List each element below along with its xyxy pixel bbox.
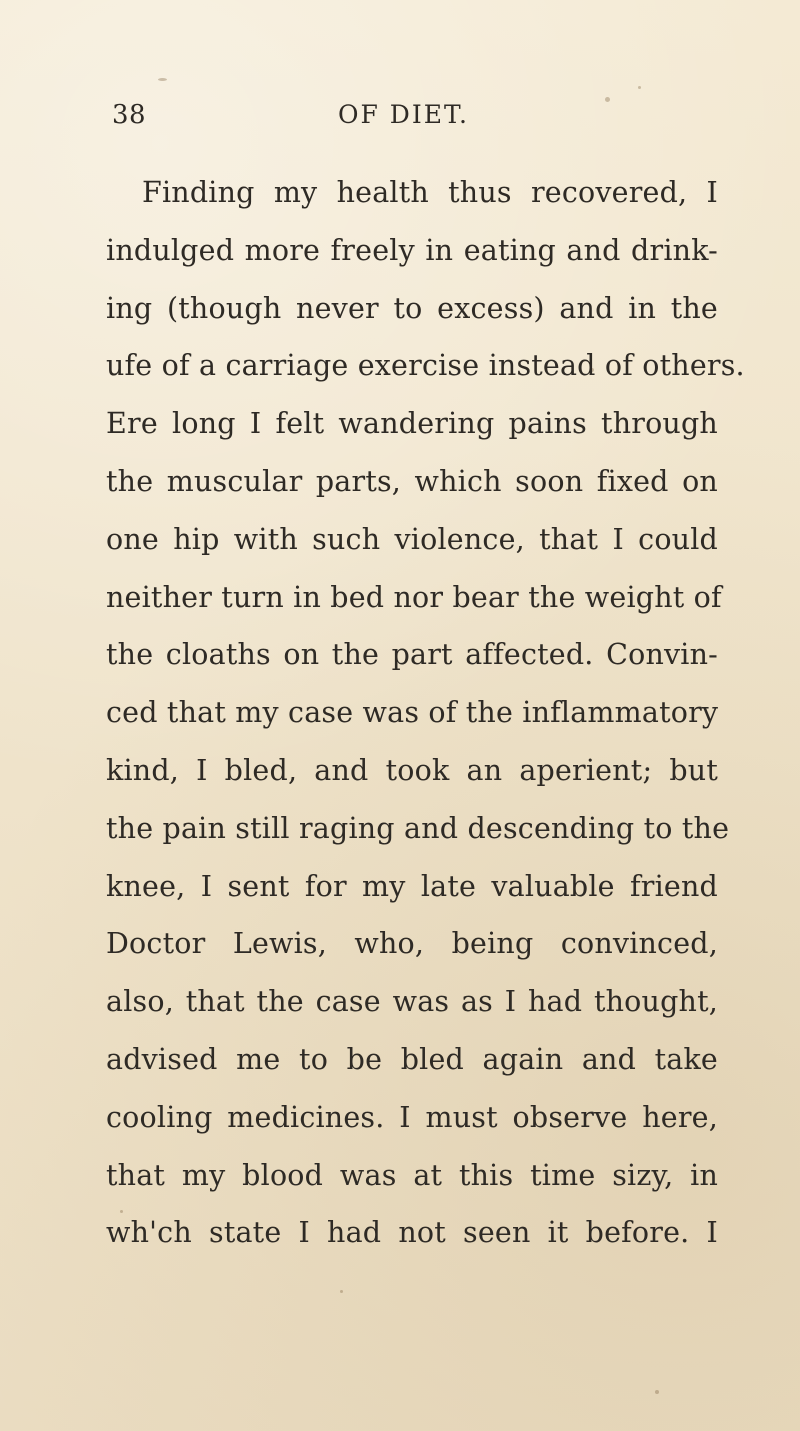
paper-speck: [340, 1290, 343, 1293]
paper-speck: [655, 1390, 659, 1394]
text-line: ing (though never to excess) and in the: [106, 291, 718, 325]
text-line: kind, I bled, and took an aperient; but: [106, 753, 718, 787]
paper-speck: [638, 86, 641, 89]
text-line: that my blood was at this time sizy, in: [106, 1158, 718, 1192]
page-number: 38: [112, 100, 147, 130]
text-line: the cloaths on the part affected. Convin-: [106, 638, 718, 672]
text-line: cooling medicines. I must observe here,: [106, 1100, 718, 1134]
text-line: Doctor Lewis, who, being convinced,: [106, 927, 718, 961]
paper-speck: [158, 78, 167, 81]
text-line: Ere long I felt wandering pains through: [106, 407, 718, 441]
text-line: Finding my health thus recovered, I: [142, 176, 718, 209]
text-line: neither turn in bed nor bear the weight of: [106, 580, 722, 614]
text-line: ced that my case was of the inflammatory: [106, 696, 719, 730]
text-line: the pain still raging and descending to the: [106, 811, 730, 845]
text-line: indulged more freely in eating and drink-: [106, 233, 718, 267]
text-line: ufe of a carriage exercise instead of others.: [106, 349, 745, 383]
text-line: one hip with such violence, that I could: [106, 522, 718, 556]
body-text: [106, 164, 745, 1262]
text-line: also, that the case was as I had thought,: [106, 985, 718, 1019]
text-line: wh'ch state I had not seen it before. I: [106, 1216, 718, 1250]
text-line: the muscular parts, which soon fixed on: [106, 464, 718, 498]
page-header: [0, 96, 800, 140]
text-line: advised me to be bled again and take: [106, 1042, 718, 1076]
text-line: knee, I sent for my late valuable friend: [106, 869, 718, 903]
running-head: OF DIET.: [338, 100, 469, 129]
